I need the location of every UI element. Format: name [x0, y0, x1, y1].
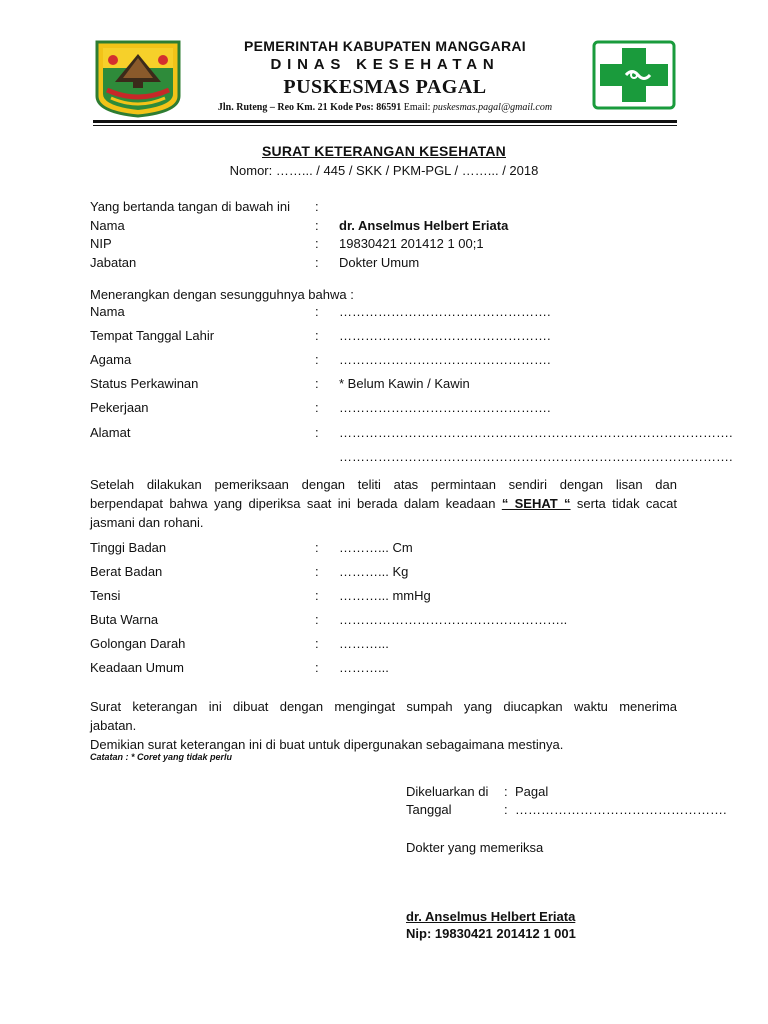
subject-marital-label: Status Perkawinan [90, 376, 199, 391]
doctor-name: dr. Anselmus Helbert Eriata [406, 909, 576, 924]
header-divider-thin [93, 125, 677, 126]
subject-marital-value: * Belum Kawin / Kawin [339, 376, 470, 391]
exam-tension-value: ………... mmHg [339, 588, 431, 603]
issued-value: Pagal [515, 784, 549, 799]
signer-intro: Yang bertanda tangan di bawah ini [90, 199, 290, 214]
colon: : [315, 636, 319, 651]
signer-position-label: Jabatan [90, 255, 137, 270]
colon: : [315, 304, 319, 319]
signer-nip-value: 19830421 201412 1 00;1 [339, 236, 484, 251]
note: Catatan : * Coret yang tidak perlu [90, 752, 233, 762]
exam-bloodtype-label: Golongan Darah [90, 636, 186, 651]
subject-religion-label: Agama [90, 352, 132, 367]
colon: : [315, 255, 319, 270]
header-address: Jln. Ruteng – Reo Km. 21 Kode Pos: 86591 [217, 102, 402, 113]
colon: : [315, 236, 319, 251]
subject-name-value: …………………………………………. [339, 304, 551, 319]
header-email: puskesmas.pagal@gmail.com [432, 102, 553, 113]
exam-height-label: Tinggi Badan [90, 540, 167, 555]
exam-height-value: ………... Cm [339, 540, 413, 555]
exam-bloodtype-value: ………... [339, 636, 389, 651]
signer-name-value: dr. Anselmus Helbert Eriata [339, 218, 509, 233]
doctor-nip: Nip: 19830421 201412 1 001 [406, 926, 576, 941]
header-divider-thick [93, 120, 677, 123]
exam-colorblind-value: …………………………………………….. [339, 612, 568, 627]
exam-weight-label: Berat Badan [90, 564, 163, 579]
header-government: PEMERINTAH KABUPATEN MANGGARAI [244, 38, 526, 54]
exam-tension-label: Tensi [90, 588, 121, 603]
subject-religion-value: …………………………………………. [339, 352, 551, 367]
subject-birth-value: …………………………………………. [339, 328, 551, 343]
document-number: Nomor: ……... / 445 / SKK / PKM-PGL / ……... / 2018 [229, 163, 539, 178]
header-address-line [160, 102, 610, 113]
exam-general-value: ………... [339, 660, 389, 675]
closing-paragraph [90, 697, 677, 754]
statement-paragraph [90, 475, 677, 532]
exam-weight-value: ………... Kg [339, 564, 409, 579]
header-email-label: Email: [403, 102, 431, 113]
colon: : [504, 802, 508, 817]
colon: : [315, 352, 319, 367]
puskesmas-cross-icon [592, 40, 676, 110]
subject-address-value: ………………………………………………………………………………. [339, 425, 733, 440]
closing-line3: Demikian surat keterangan ini di buat untuk dipergunakan sebagaimana mestinya. [90, 737, 564, 752]
closing-line1: Surat keterangan ini dibuat dengan mengingat sumpah yang diucapkan waktu menerima [90, 699, 677, 714]
sehat-label: “ SEHAT “ [501, 496, 571, 511]
closing-line2: jabatan. [90, 718, 137, 733]
signer-position-value: Dokter Umum [339, 255, 420, 270]
subject-job-value: …………………………………………. [339, 400, 551, 415]
issued-label: Dikeluarkan di [406, 784, 489, 799]
subject-job-label: Pekerjaan [90, 400, 149, 415]
colon: : [315, 540, 319, 555]
colon: : [315, 328, 319, 343]
colon: : [315, 199, 319, 214]
signer-nip-label: NIP [90, 236, 112, 251]
header-department: DINAS KESEHATAN [270, 56, 500, 73]
colon: : [315, 400, 319, 415]
subject-name-label: Nama [90, 304, 125, 319]
date-label: Tanggal [406, 802, 452, 817]
header-puskesmas: PUSKESMAS PAGAL [283, 76, 487, 98]
colon: : [315, 564, 319, 579]
statement-line1: Setelah dilakukan pemeriksaan dengan teliti atas permintaan sendiri dengan lisan dan [90, 477, 677, 492]
statement-line2-c: serta tidak cacat [576, 496, 677, 511]
colon: : [315, 612, 319, 627]
date-value: …………………………………………. [515, 802, 727, 817]
subject-birth-label: Tempat Tanggal Lahir [90, 328, 215, 343]
subject-address-label: Alamat [90, 425, 131, 440]
statement-line2-a: berpendapat bahwa yang diperiksa saat ini berada dalam keadaan [90, 496, 496, 511]
subject-intro: Menerangkan dengan sesungguhnya bahwa : [90, 287, 354, 302]
examiner-label: Dokter yang memeriksa [406, 840, 544, 855]
signer-name-label: Nama [90, 218, 125, 233]
colon: : [315, 376, 319, 391]
colon: : [504, 784, 508, 799]
subject-address-value-line2: ………………………………………………………………………………. [339, 449, 733, 464]
colon: : [315, 425, 319, 440]
statement-line3: jasmani dan rohani. [90, 515, 204, 530]
colon: : [315, 588, 319, 603]
exam-general-label: Keadaan Umum [90, 660, 184, 675]
document-title: SURAT KETERANGAN KESEHATAN [262, 143, 506, 159]
exam-colorblind-label: Buta Warna [90, 612, 159, 627]
colon: : [315, 218, 319, 233]
colon: : [315, 660, 319, 675]
statement-line2 [90, 494, 677, 513]
